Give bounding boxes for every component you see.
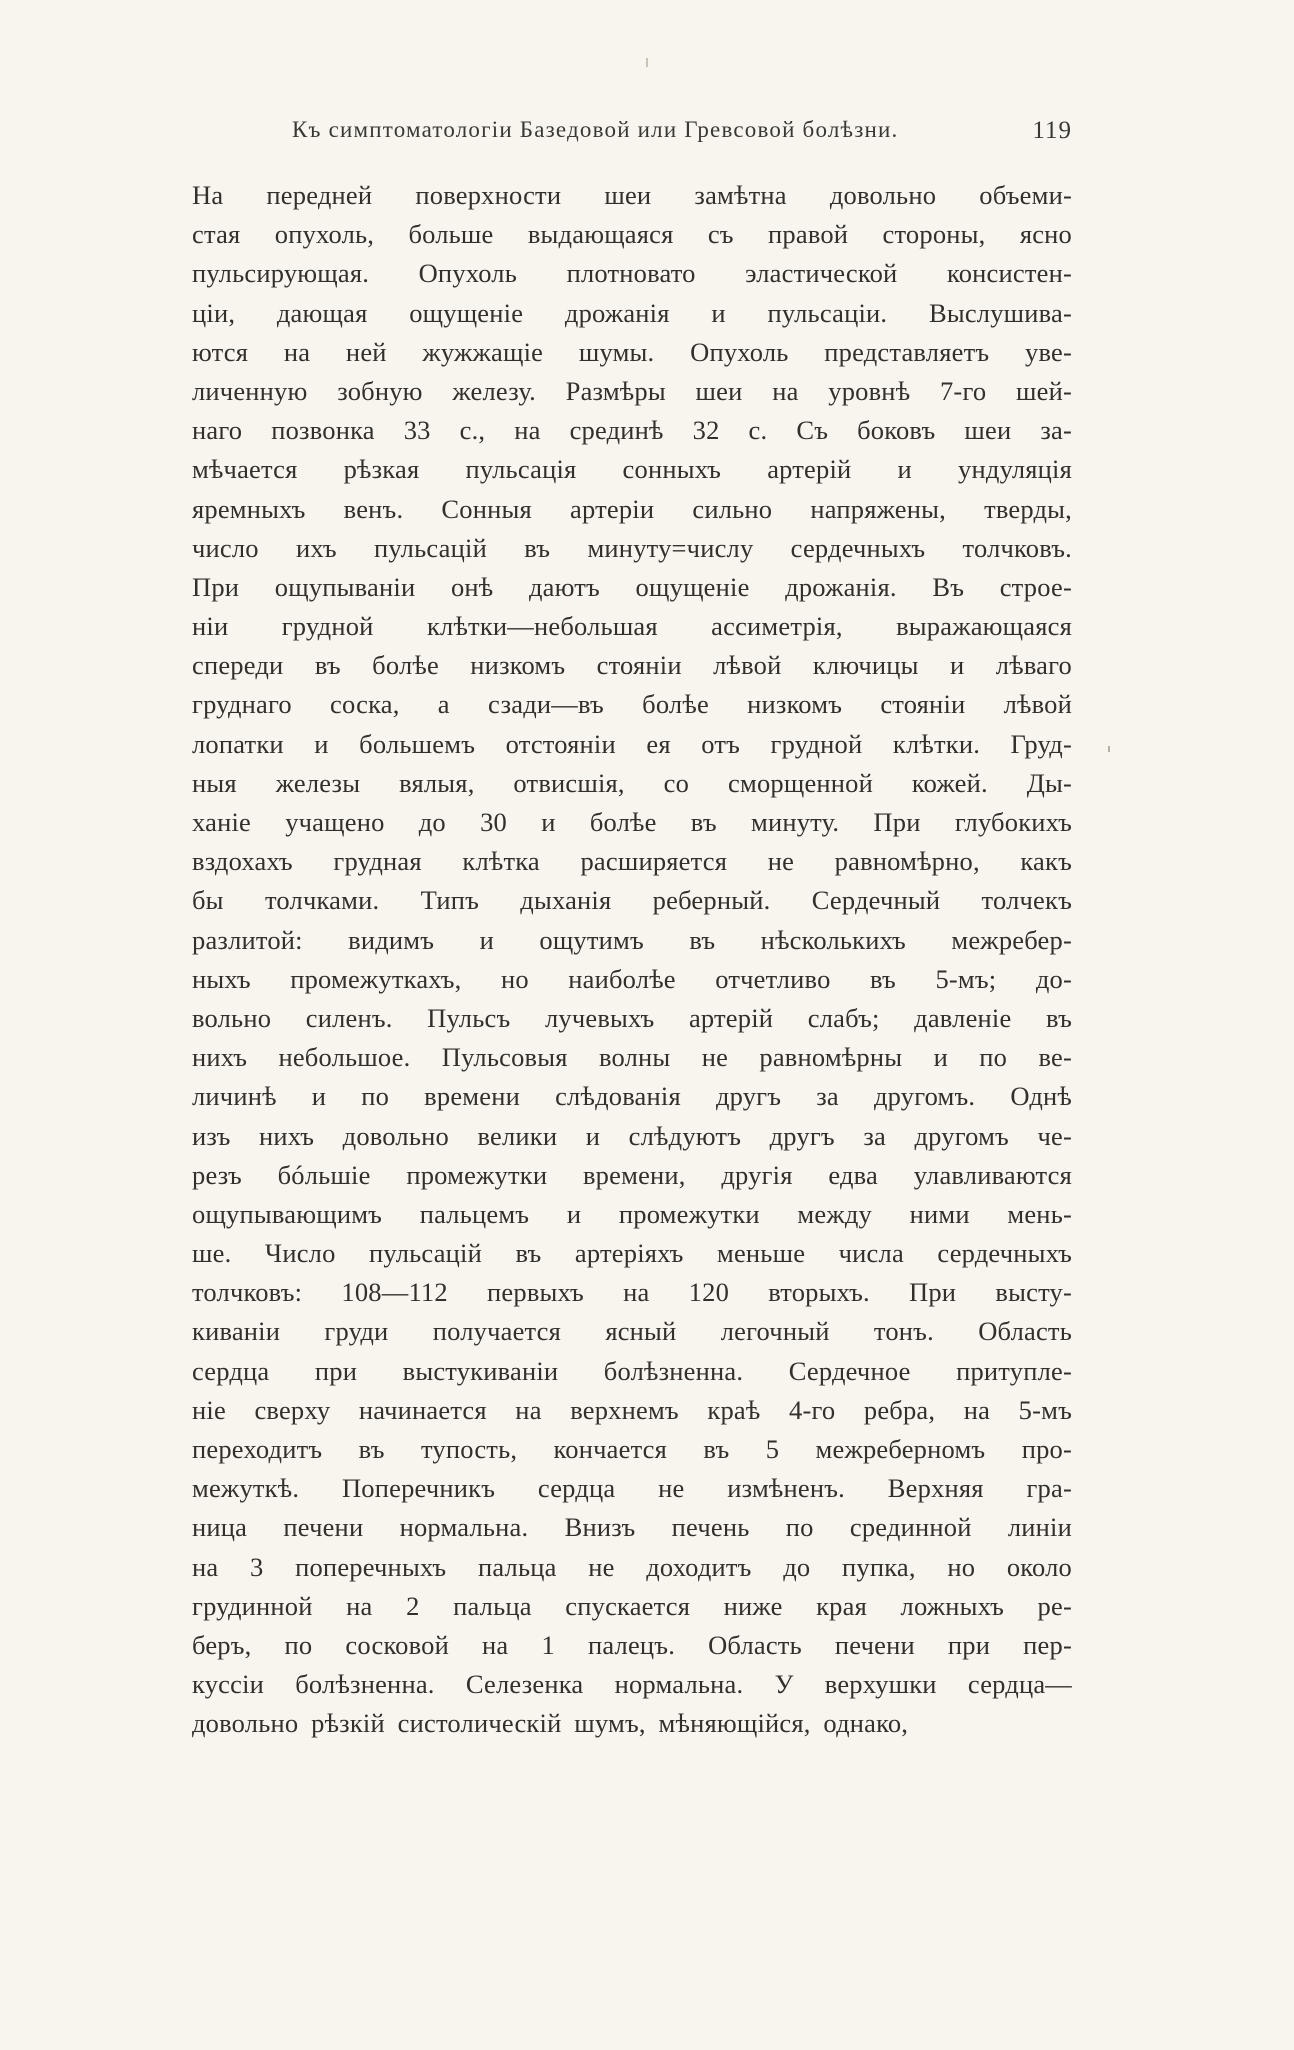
text-line: мѣчается рѣзкая пульсація сонныхъ артерій и ундуляція (192, 454, 1072, 485)
scan-artifact (1108, 746, 1110, 752)
text-line: ше. Число пульсацій въ артеріяхъ меньше числа сердечныхъ (192, 1238, 1072, 1269)
text-line: изъ нихъ довольно велики и слѣдуютъ другъ за другомъ че- (192, 1120, 1072, 1151)
text-line: толчковъ: 108—112 первыхъ на 120 вторыхъ. При высту- (192, 1277, 1072, 1308)
text-line: переходитъ въ тупость, кончается въ 5 межреберномъ про- (192, 1434, 1072, 1464)
text-line: число ихъ пульсацій въ минуту=числу сердечныхъ толчковъ. (192, 532, 1072, 563)
page-number: 119 (1032, 117, 1072, 144)
text-line: личинѣ и по времени слѣдованія другъ за другомъ. Однѣ (192, 1081, 1072, 1112)
text-line: ніи грудной клѣтки—небольшая ассиметрія, выражающаяся (192, 611, 1072, 642)
text-line: межуткѣ. Поперечникъ сердца не измѣненъ. Верхняя гра- (192, 1473, 1072, 1504)
text-line: груднаго соска, а сзади—въ болѣе низкомъ стояніи лѣвой (192, 689, 1072, 720)
text-line: При ощупываніи онѣ даютъ ощущеніе дрожанія. Въ строе- (192, 571, 1072, 602)
text-line: ются на ней жужжащіе шумы. Опухоль представляетъ уве- (192, 336, 1072, 367)
text-line: ханіе учащено до 30 и болѣе въ минуту. При глубокихъ (192, 807, 1072, 837)
text-line: стая опухоль, больше выдающаяся съ правой стороны, ясно (192, 219, 1072, 250)
running-head (192, 117, 1072, 151)
text-line: яремныхъ венъ. Сонныя артеріи сильно напряжены, тверды, (192, 493, 1072, 524)
running-title: Къ симптоматологіи Базедовой или Гревсовой болѣзни. (292, 117, 899, 142)
text-line: довольно рѣзкій систолическій шумъ, мѣняющійся, однако, (192, 1708, 909, 1739)
text-line: ціи, дающая ощущеніе дрожанія и пульсаціи. Выслушива- (192, 297, 1072, 328)
scan-artifact (646, 58, 648, 67)
text-line: сердца при выстукиваніи болѣзненна. Сердечное притупле- (192, 1355, 1072, 1386)
text-line: на 3 поперечныхъ пальца не доходитъ до пупка, но около (192, 1551, 1072, 1582)
text-line: ница печени нормальна. Внизъ печень по срединной линіи (192, 1512, 1072, 1543)
text-line: бы толчками. Типъ дыханія реберный. Сердечный толчекъ (192, 885, 1072, 916)
text-line: ощупывающимъ пальцемъ и промежутки между ними мень- (192, 1198, 1072, 1229)
text-line: ніе сверху начинается на верхнемъ краѣ 4-го ребра, на 5-мъ (192, 1394, 1072, 1425)
text-line: грудинной на 2 пальца спускается ниже края ложныхъ ре- (192, 1590, 1072, 1621)
text-line: резъ бóльшіе промежутки времени, другія едва улавливаются (192, 1159, 1072, 1190)
text-line: ныя железы вялыя, отвисшія, со сморщенной кожей. Ды- (192, 767, 1072, 798)
text-line: вздохахъ грудная клѣтка расширяется не равномѣрно, какъ (192, 846, 1072, 877)
text-line: спереди въ болѣе низкомъ стояніи лѣвой ключицы и лѣваго (192, 650, 1072, 681)
text-line: личенную зобную железу. Размѣры шеи на уровнѣ 7-го шей- (192, 375, 1072, 406)
text-line: На передней поверхности шеи замѣтна довольно объеми- (192, 180, 1072, 210)
text-line: киваніи груди получается ясный легочный тонъ. Область (192, 1316, 1072, 1347)
text-line: вольно силенъ. Пульсъ лучевыхъ артерій слабъ; давленіе въ (192, 1002, 1072, 1033)
text-line: пульсирующая. Опухоль плотновато эластической консистен- (192, 258, 1072, 289)
text-line: лопатки и большемъ отстояніи ея отъ грудной клѣтки. Груд- (192, 728, 1072, 759)
text-line: разлитой: видимъ и ощутимъ въ нѣсколькихъ межребер- (192, 924, 1072, 955)
text-line: нихъ небольшое. Пульсовыя волны не равномѣрны и по ве- (192, 1042, 1072, 1073)
body-text (192, 176, 1072, 1744)
text-line: беръ, по сосковой на 1 палецъ. Область печени при пер- (192, 1629, 1072, 1660)
text-line: куссіи болѣзненна. Селезенка нормальна. У верхушки сердца— (192, 1669, 1072, 1700)
text-line: ныхъ промежуткахъ, но наиболѣе отчетливо въ 5-мъ; до- (192, 963, 1072, 994)
text-line: наго позвонка 33 с., на срединѣ 32 с. Съ боковъ шеи за- (192, 415, 1072, 446)
